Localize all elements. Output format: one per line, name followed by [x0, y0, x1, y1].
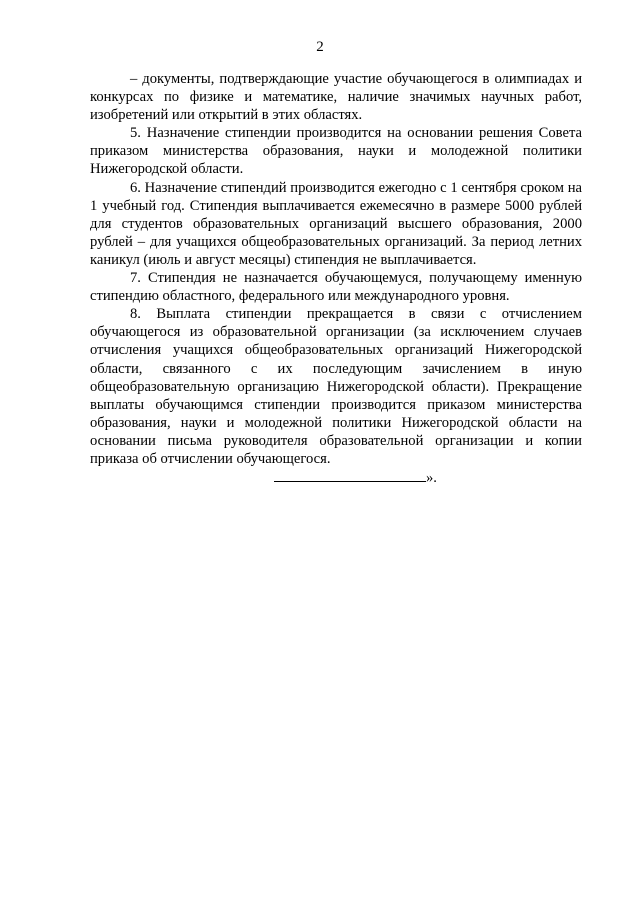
document-body [90, 70, 582, 487]
closing-underline [274, 468, 426, 482]
paragraph-7: 7. Стипендия не назначается обучающемуся, получающему именную стипендию областного, федерального или международного уровня. [90, 270, 582, 305]
closing-line [90, 468, 582, 487]
paragraph-5: 5. Назначение стипендии производится на основании решения Совета приказом министерства образования, науки и молодежной политики Нижегородской области. [90, 125, 582, 178]
paragraph-6: 6. Назначение стипендий производится ежегодно с 1 сентября сроком на 1 учебный год. Стипендия выплачивается ежемесячно в размере 5000 рублей для студентов образовательных организаций высшего образования, 2000 рублей – для учащихся общеобразовательных организаций. За период летних каникул (июль и август месяцы) стипендия не выплачивается. [90, 179, 582, 268]
page-number: 2 [316, 39, 324, 55]
closing-quote-mark: ». [426, 470, 437, 487]
paragraph-8: 8. Выплата стипендии прекращается в связи с отчислением обучающегося из образовательной организации (за исключением случаев отчисления учащихся общеобразовательных организаций Нижегородской области, связанного с их последующим зачислением в иную общеобразовательную организацию Нижегородской области). Прекращение выплаты обучающимся стипендии производится приказом министерства образования, науки и молодежной политики Нижегородской области на основании письма руководителя образовательной организации и копии приказа об отчислении обучающегося. [90, 306, 582, 467]
paragraph-documents-list: – документы, подтверждающие участие обучающегося в олимпиадах и конкурсах по физике и математике, наличие значимых научных работ, изобретений или открытий в этих областях. [90, 71, 582, 124]
